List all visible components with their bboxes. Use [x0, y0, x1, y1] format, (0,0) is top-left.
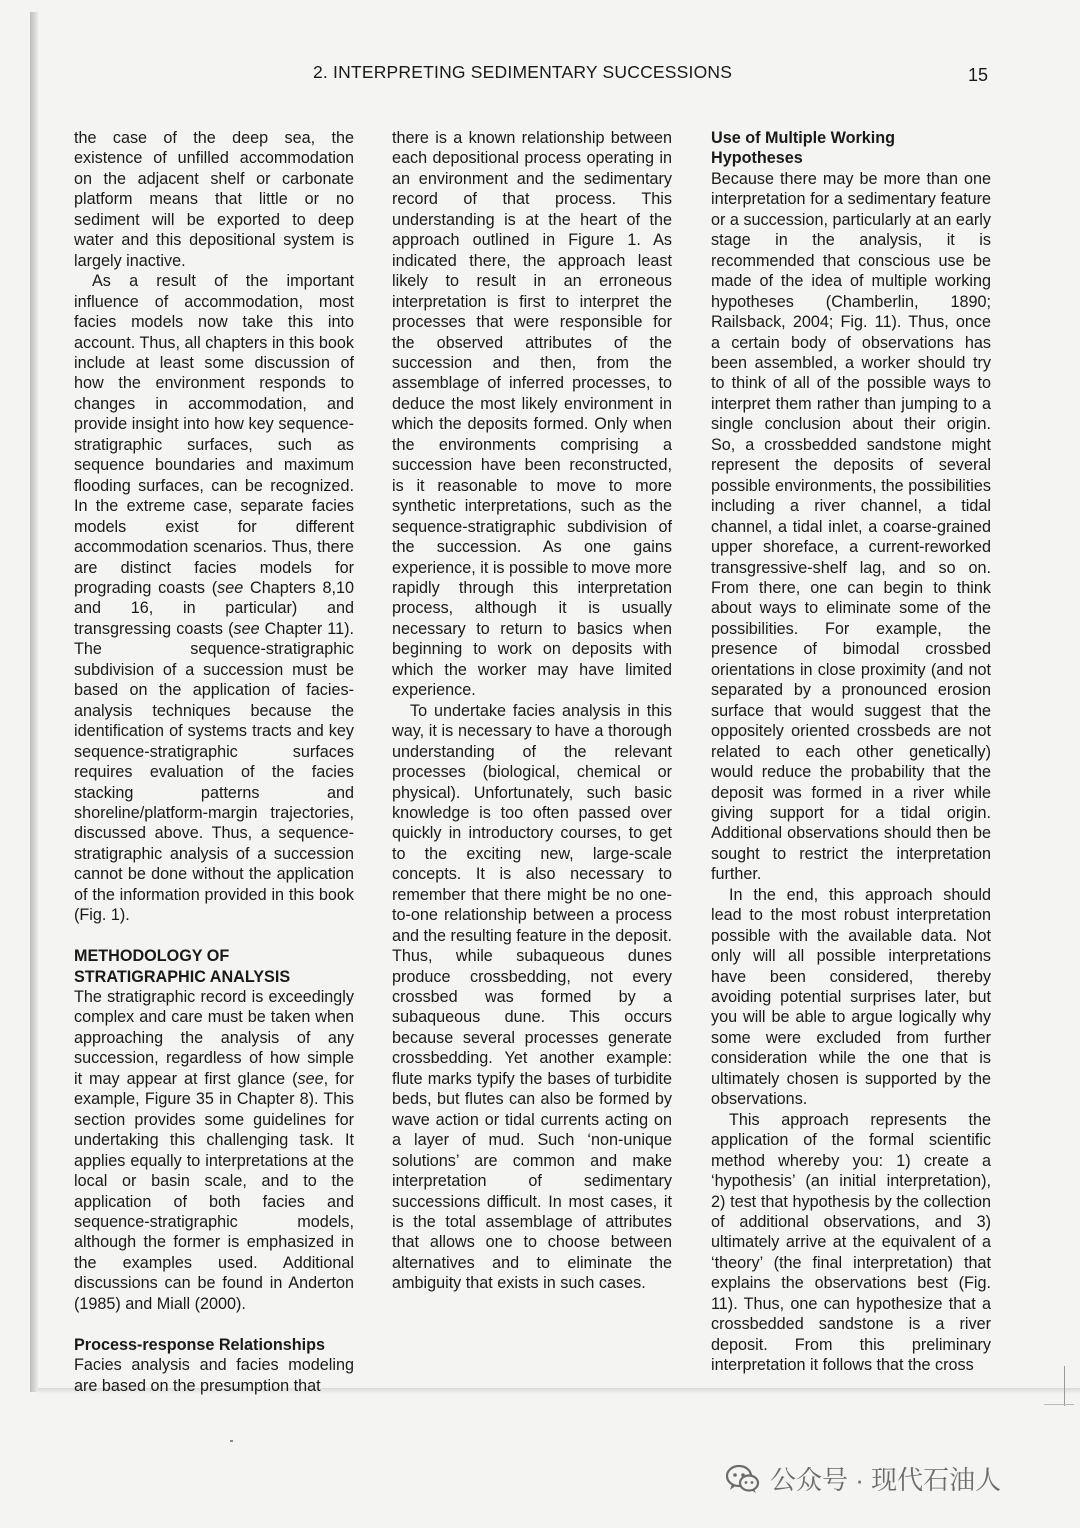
scan-speck — [230, 1440, 233, 1442]
see-reference: see — [217, 578, 244, 597]
paragraph-text: , for example, Figure 35 in Chapter 8). This section provides some guidelines for undertaking this challenging task. It applies equally to interpretations at the local or basin scale, and to the application of both facies and sequence-stratigraphic models, although the former is emphasized in the examples used. Additional discussions can be found in Anderton (1985) and Miall (2000). — [74, 1069, 354, 1313]
page-number: 15 — [968, 65, 989, 85]
wechat-icon — [726, 1464, 760, 1494]
paragraph — [74, 1355, 354, 1396]
paragraph-text: Facies analysis and facies modeling are based on the presumption that — [74, 1356, 354, 1395]
subsection-heading: Use of Multiple Working Hypotheses — [711, 129, 896, 168]
watermark-text: 公众号 · 现代石油人 — [770, 1465, 1002, 1495]
section-heading: METHODOLOGY OF STRATIGRAPHIC ANALYSIS — [74, 947, 291, 986]
paragraph-text: Chapters 8,10 and 16, in particular) and transgressing coasts ( — [74, 578, 354, 638]
see-reference: see — [297, 1069, 324, 1088]
subsection-heading: Process-response Relationships — [74, 1335, 325, 1354]
text-column-middle — [392, 128, 672, 1294]
paragraph: there is a known relationship between each depositional process operating in an environment and the sedimentary record of that process. This understanding is at the heart of the approach outlined in Figure 1. As indicated there, the approach least likely to result in an erroneous interpretation is first to interpret the processes that were responsible for the observed attributes of the succession and then, from the assemblage of inferred processes, to deduce the most likely environment in which the deposits formed. Only when the environments comprising a succession have been reconstructed, is it reasonable to move to more synthetic interpretations, such as the sequence-stratigraphic subdivision of the succession. As one gains experience, it is possible to move more rapidly through this interpretation process, although it is usually necessary to return to basics when beginning to work on deposits with which the worker may have limited experience. — [392, 129, 672, 700]
scan-mark — [1044, 1404, 1074, 1405]
paragraph: Because there may be more than one interpretation for a sedimentary feature or a succession, particularly at an early stage in the analysis, it is recommended that conscious use be made of the idea of multiple working hypotheses (Chamberlin, 1890; Railsback, 2004; Fig. 11). Thus, once a certain body of observations has been assembled, a worker should try to think of all of the possible ways to interpret them rather than jumping to a single conclusion about their origin. So, a crossbedded sandstone might represent the deposits of several possible environments, the possibilities including a river channel, a tidal channel, a tidal inlet, a coarse-grained upper shoreface, a current-reworked transgressive-shelf lag, and so on. From there, one can begin to think about ways to eliminate some of the possibilities. For example, the presence of bimodal crossbed orientations in close proximity (and not separated by a pronounced erosion surface that would suggest that the oppositely oriented crossbeds are not related to each other genetically) would reduce the probability that the deposit was formed in a river while giving support for a tidal origin. Additional observations should then be sought to restrict the interpretation further. — [711, 169, 991, 884]
see-reference: see — [233, 619, 260, 638]
paragraph-text: As a result of the important influence of accommodation, most facies models now take this into account. Thus, all chapters in this book include at least some discussion of how the environment responds to changes in accommodation, and provide insight into how key sequence-stratigraphic surfaces, such as sequence boundaries and maximum flooding surfaces, can be recognized. In the extreme case, separate facies models exist for different accommodation scenarios. Thus, there are distinct facies models for prograding coasts ( — [74, 272, 354, 597]
running-header: 2. INTERPRETING SEDIMENTARY SUCCESSIONS — [313, 62, 733, 82]
paragraph-text: The stratigraphic record is exceedingly complex and care must be taken when approaching the analysis of any succession, regardless of how simple it may appear at first glance ( — [74, 988, 354, 1088]
paragraph: In the end, this approach should lead to the most robust interpretation possible with the available data. Not only will all possible interpretations have been considered, thereby avoiding potential surprises later, but you will be able to argue logically why some were excluded from further consideration while the one that is ultimately chosen is supported by the observations. — [711, 885, 991, 1109]
paragraph-text: Chapter 11). The sequence-stratigraphic subdivision of a succession must be based on the application of facies-analysis techniques because the identification of systems tracts and key sequence-stratigraphic surfaces requires evaluation of the facies stacking patterns and shoreline/platform-margin trajectories, discussed above. Thus, a sequence-stratigraphic analysis of a succession cannot be done without the application of the information provided in this book (Fig. 1). — [74, 619, 355, 925]
text-column-right — [711, 128, 991, 1376]
scan-mark — [1064, 1366, 1065, 1406]
paragraph-text: the case of the deep sea, the existence of unfilled accommodation on the adjacent shelf or carbonate platform means that little or no sediment will be exported to deep water and this depositional system is largely inactive. — [74, 129, 354, 270]
watermark — [726, 1460, 1001, 1497]
paragraph: To undertake facies analysis in this way, it is necessary to have a thorough understanding of the relevant processes (biological, chemical or physical). Unfortunately, such basic knowledge is too often passed over quickly in introductory courses, to get to the exciting new, large-scale concepts. It is also necessary to remember that there might be no one-to-one relationship between a process and the resulting feature in the deposit. Thus, while subaqueous dunes produce crossbedding, not every crossbed was formed by a subaqueous dune. This occurs because several processes generate crossbedding. Yet another example: flute marks typify the bases of turbidite beds, but flutes can also be formed by wave action or tidal currents acting on a layer of mud. Such ‘non-unique solutions’ are common and make interpretation of sedimentary successions difficult. In most cases, it is the total assemblage of attributes that allows one to choose between alternatives and to eliminate the ambiguity that exists in such cases. — [392, 701, 672, 1293]
paragraph — [74, 987, 354, 1314]
text-column-left — [74, 128, 354, 1396]
paragraph — [74, 271, 354, 926]
paragraph: This approach represents the application of the formal scientific method whereby you: 1) create a ‘hypothesis’ (an initial interpretation), 2) test that hypothesis by the collection of additional observations, and 3) ultimately arrive at the equivalent of a ‘theory’ (the final interpretation) that explains the observations best (Fig. 11). Thus, one can hypothesize that a crossbedded sandstone is a river deposit. From this preliminary interpretation it follows that the cross — [711, 1110, 991, 1375]
page-binding-edge — [30, 12, 38, 1392]
paragraph — [74, 128, 354, 271]
